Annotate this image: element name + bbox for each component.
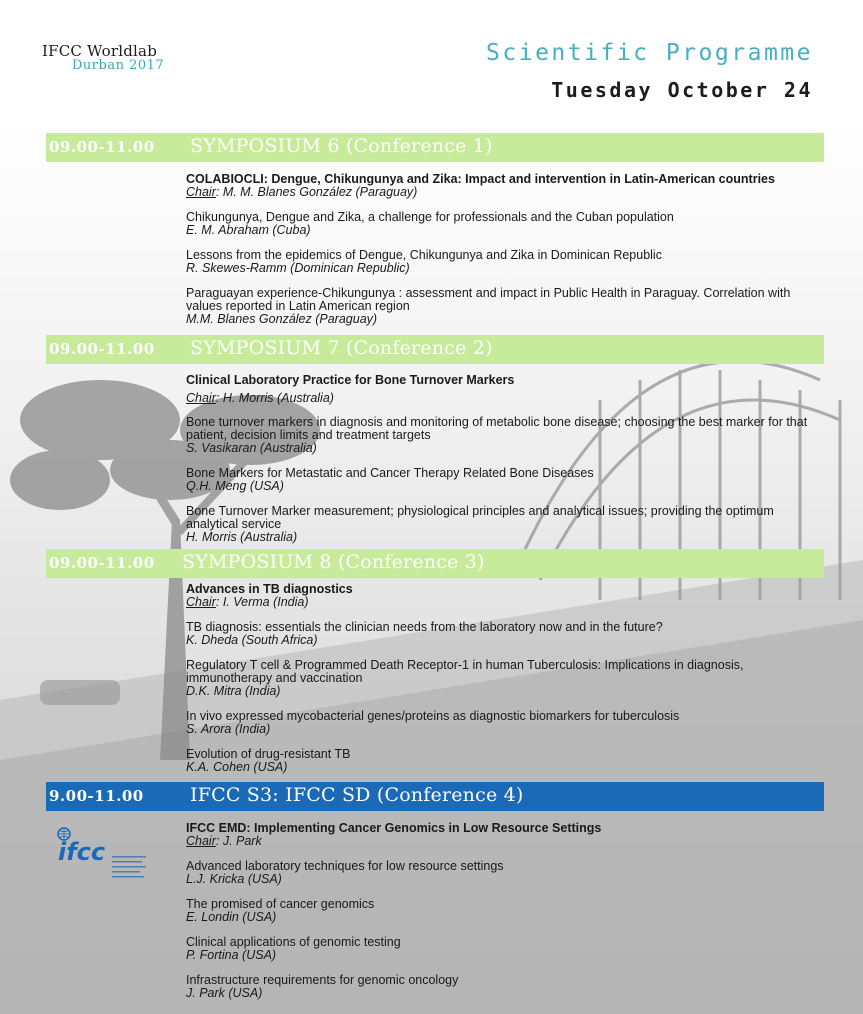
talk-item: Infrastructure requirements for genomic oncology J. Park (USA): [186, 973, 459, 1000]
talk-item: Bone turnover markers in diagnosis and monitoring of metabolic bone disease; choosing the best marker for that patient, decision limits and treatment targets S. Vasikaran (Australia): [186, 415, 808, 455]
page-title: Scientific Programme: [486, 40, 813, 66]
talk-item: Lessons from the epidemics of Dengue, Chikungunya and Zika in Dominican Republic R. Skewes-Ramm (Dominican Republic): [186, 248, 662, 275]
session-bar-symposium-8: [46, 549, 824, 578]
talk-item: Paraguayan experience-Chikungunya : assessment and impact in Public Health in Paraguay. Correlation with values reported in Latin American region M.M. Blanes González (Paraguay): [186, 286, 791, 326]
session-details-symposium-6: [186, 173, 826, 326]
talk-item: The promised of cancer genomics E. Londin (USA): [186, 897, 375, 924]
session-bar-ifcc-s3: [46, 782, 824, 811]
talk-item: In vivo expressed mycobacterial genes/proteins as diagnostic biomarkers for tuberculosis S. Arora (India): [186, 709, 680, 736]
logo-durban: Durban 2017: [72, 58, 165, 73]
session-title: SYMPOSIUM 8 (Conference 3): [182, 551, 485, 573]
session-time: 09.00-11.00: [49, 554, 155, 572]
talk-item: Chikungunya, Dengue and Zika, a challenge for professionals and the Cuban population E. M. Abraham (Cuba): [186, 210, 674, 237]
session-title: SYMPOSIUM 6 (Conference 1): [190, 135, 493, 157]
session-title: SYMPOSIUM 7 (Conference 2): [190, 337, 493, 359]
talk-item: Bone Markers for Metastatic and Cancer Therapy Related Bone Diseases Q.H. Meng (USA): [186, 466, 594, 493]
logo-worldlab: IFCC Worldlab: [42, 42, 157, 60]
session-details-ifcc-s3: [186, 822, 826, 1000]
session-heading: Clinical Laboratory Practice for Bone Turnover Markers: [186, 373, 515, 387]
session-chair: Chair: J. Park: [186, 834, 262, 848]
session-bar-symposium-6: [46, 133, 824, 162]
session-time: 09.00-11.00: [49, 340, 155, 358]
session-time: 9.00-11.00: [49, 787, 144, 805]
session-details-symposium-8: [186, 583, 826, 774]
session-chair: Chair: H. Morris (Australia): [186, 391, 334, 405]
session-heading: Advances in TB diagnostics: [186, 582, 353, 596]
talk-item: Regulatory T cell & Programmed Death Receptor-1 in human Tuberculosis: Implications in diagnosis, immunotherapy and vaccination D.K. Mitra (India): [186, 658, 744, 698]
talk-item: Clinical applications of genomic testing P. Fortina (USA): [186, 935, 401, 962]
ifcc-logo: [56, 826, 152, 882]
ifcc-logo-text: ifcc: [58, 838, 106, 866]
session-heading: COLABIOCLI: Dengue, Chikungunya and Zika: Impact and intervention in Latin-American countries: [186, 172, 775, 186]
session-time: 09.00-11.00: [49, 138, 155, 156]
talk-item: Bone Turnover Marker measurement; physiological principles and analytical issues; providing the optimum analytical service H. Morris (Australia): [186, 504, 774, 544]
session-chair: Chair: I. Verma (India): [186, 595, 309, 609]
talk-item: Evolution of drug-resistant TB K.A. Cohen (USA): [186, 747, 351, 774]
page-date: Tuesday October 24: [551, 78, 813, 102]
session-title: IFCC S3: IFCC SD (Conference 4): [190, 784, 524, 806]
talk-item: TB diagnosis: essentials the clinician needs from the laboratory now and in the future? K. Dheda (South Africa): [186, 620, 663, 647]
session-details-symposium-7: [186, 374, 826, 544]
talk-item: Advanced laboratory techniques for low resource settings L.J. Kricka (USA): [186, 859, 504, 886]
session-heading: IFCC EMD: Implementing Cancer Genomics in Low Resource Settings: [186, 821, 602, 835]
session-bar-symposium-7: [46, 335, 824, 364]
session-chair: Chair: M. M. Blanes González (Paraguay): [186, 185, 418, 199]
